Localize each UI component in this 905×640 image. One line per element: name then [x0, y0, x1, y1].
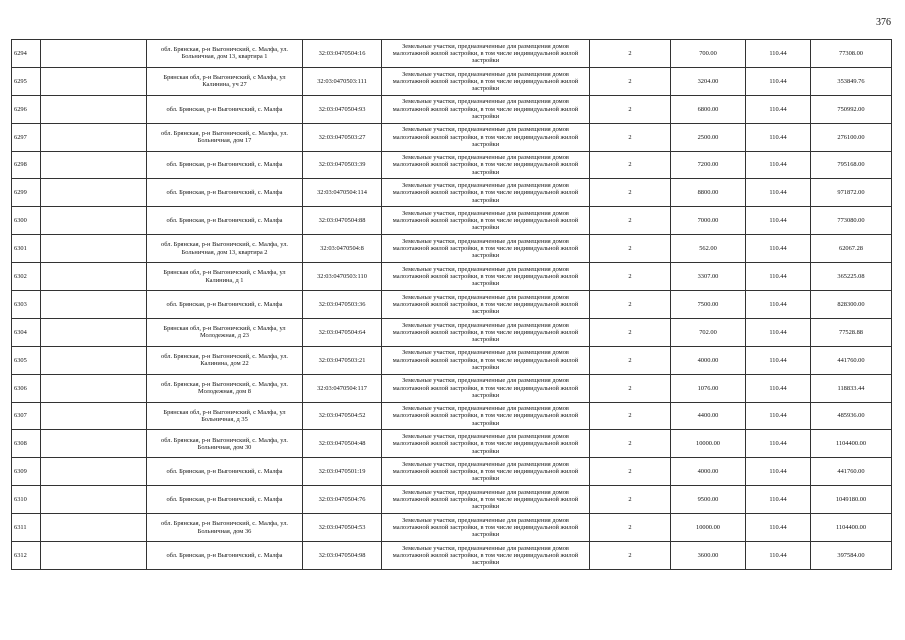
address-cell: обл. Брянская, р-н Выгоничский, с. Малфа, ул. Больничная, дом 13, квартира 1 — [147, 40, 303, 68]
group-cell: 2 — [590, 235, 671, 263]
land-category-cell: Земельные участки, предназначенные для размещения домов малоэтажной жилой застройки, в том числе индивидуальной жилой застройки — [382, 514, 590, 542]
row-number-cell: 6301 — [12, 235, 41, 263]
area-cell: 4000.00 — [671, 458, 746, 486]
spacer-cell — [41, 486, 147, 514]
cadastral-value-cell: 118833.44 — [811, 374, 892, 402]
group-cell: 2 — [590, 346, 671, 374]
land-category-cell: Земельные участки, предназначенные для размещения домов малоэтажной жилой застройки, в том числе индивидуальной жилой застройки — [382, 263, 590, 291]
area-cell: 10000.00 — [671, 514, 746, 542]
address-cell: обл. Брянская, р-н Выгоничский, с. Малфа — [147, 179, 303, 207]
table-row — [12, 514, 892, 542]
table-body — [12, 40, 892, 570]
spacer-cell — [41, 95, 147, 123]
group-cell: 2 — [590, 291, 671, 319]
cadastral-value-cell: 441760.00 — [811, 458, 892, 486]
land-category-cell: Земельные участки, предназначенные для размещения домов малоэтажной жилой застройки, в том числе индивидуальной жилой застройки — [382, 151, 590, 179]
spacer-cell — [41, 67, 147, 95]
cadastral-number-cell: 32:03:0470504:52 — [303, 402, 382, 430]
cadastral-number-cell: 32:03:0470503:111 — [303, 67, 382, 95]
group-cell: 2 — [590, 40, 671, 68]
specific-value-cell: 110.44 — [746, 402, 811, 430]
row-number-cell: 6305 — [12, 346, 41, 374]
row-number-cell: 6312 — [12, 542, 41, 570]
cadastral-value-cell: 77528.88 — [811, 318, 892, 346]
cadastral-number-cell: 32:03:0470504:16 — [303, 40, 382, 68]
address-cell: обл. Брянская, р-н Выгоничский, с. Малфа — [147, 486, 303, 514]
table-row — [12, 235, 892, 263]
specific-value-cell: 110.44 — [746, 374, 811, 402]
area-cell: 6800.00 — [671, 95, 746, 123]
specific-value-cell: 110.44 — [746, 40, 811, 68]
table-row — [12, 95, 892, 123]
group-cell: 2 — [590, 179, 671, 207]
spacer-cell — [41, 318, 147, 346]
specific-value-cell: 110.44 — [746, 458, 811, 486]
specific-value-cell: 110.44 — [746, 542, 811, 570]
area-cell: 7500.00 — [671, 291, 746, 319]
group-cell: 2 — [590, 458, 671, 486]
table-row — [12, 151, 892, 179]
land-category-cell: Земельные участки, предназначенные для размещения домов малоэтажной жилой застройки, в том числе индивидуальной жилой застройки — [382, 207, 590, 235]
cadastral-number-cell: 32:03:0470504:8 — [303, 235, 382, 263]
specific-value-cell: 110.44 — [746, 151, 811, 179]
address-cell: Брянская обл, р-н Выгоничский, с Малфа, ул Калинина, д 1 — [147, 263, 303, 291]
row-number-cell: 6307 — [12, 402, 41, 430]
spacer-cell — [41, 374, 147, 402]
table-row — [12, 402, 892, 430]
spacer-cell — [41, 458, 147, 486]
table-row — [12, 458, 892, 486]
table-row — [12, 40, 892, 68]
spacer-cell — [41, 542, 147, 570]
cadastral-value-cell: 750992.00 — [811, 95, 892, 123]
spacer-cell — [41, 40, 147, 68]
row-number-cell: 6302 — [12, 263, 41, 291]
group-cell: 2 — [590, 95, 671, 123]
land-category-cell: Земельные участки, предназначенные для размещения домов малоэтажной жилой застройки, в том числе индивидуальной жилой застройки — [382, 179, 590, 207]
area-cell: 4000.00 — [671, 346, 746, 374]
area-cell: 3307.00 — [671, 263, 746, 291]
row-number-cell: 6299 — [12, 179, 41, 207]
address-cell: обл. Брянская, р-н Выгоничский, с. Малфа — [147, 458, 303, 486]
group-cell: 2 — [590, 542, 671, 570]
cadastral-number-cell: 32:03:0470504:117 — [303, 374, 382, 402]
address-cell: обл. Брянская, р-н Выгоничский, с. Малфа, ул. Молодежная, дом 8 — [147, 374, 303, 402]
row-number-cell: 6298 — [12, 151, 41, 179]
land-category-cell: Земельные участки, предназначенные для размещения домов малоэтажной жилой застройки, в том числе индивидуальной жилой застройки — [382, 346, 590, 374]
spacer-cell — [41, 207, 147, 235]
cadastral-value-cell: 1104400.00 — [811, 430, 892, 458]
spacer-cell — [41, 346, 147, 374]
table-row — [12, 123, 892, 151]
cadastral-number-cell: 32:03:0470504:64 — [303, 318, 382, 346]
area-cell: 700.00 — [671, 40, 746, 68]
cadastral-number-cell: 32:03:0470504:76 — [303, 486, 382, 514]
specific-value-cell: 110.44 — [746, 235, 811, 263]
specific-value-cell: 110.44 — [746, 123, 811, 151]
address-cell: обл. Брянская, р-н Выгоничский, с. Малфа, ул. Больничная, дом 17 — [147, 123, 303, 151]
group-cell: 2 — [590, 67, 671, 95]
group-cell: 2 — [590, 374, 671, 402]
spacer-cell — [41, 291, 147, 319]
table-row — [12, 179, 892, 207]
specific-value-cell: 110.44 — [746, 179, 811, 207]
cadastral-value-table — [11, 39, 892, 570]
address-cell: обл. Брянская, р-н Выгоничский, с. Малфа, ул. Больничная, дом 36 — [147, 514, 303, 542]
area-cell: 3600.00 — [671, 542, 746, 570]
land-category-cell: Земельные участки, предназначенные для размещения домов малоэтажной жилой застройки, в том числе индивидуальной жилой застройки — [382, 374, 590, 402]
land-category-cell: Земельные участки, предназначенные для размещения домов малоэтажной жилой застройки, в том числе индивидуальной жилой застройки — [382, 486, 590, 514]
row-number-cell: 6308 — [12, 430, 41, 458]
cadastral-value-cell: 441760.00 — [811, 346, 892, 374]
group-cell: 2 — [590, 514, 671, 542]
row-number-cell: 6310 — [12, 486, 41, 514]
group-cell: 2 — [590, 430, 671, 458]
specific-value-cell: 110.44 — [746, 430, 811, 458]
cadastral-number-cell: 32:03:0470504:53 — [303, 514, 382, 542]
address-cell: обл. Брянская, р-н Выгоничский, с. Малфа — [147, 291, 303, 319]
cadastral-number-cell: 32:03:0470503:39 — [303, 151, 382, 179]
address-cell: обл. Брянская, р-н Выгоничский, с. Малфа — [147, 542, 303, 570]
row-number-cell: 6311 — [12, 514, 41, 542]
area-cell: 7000.00 — [671, 207, 746, 235]
row-number-cell: 6304 — [12, 318, 41, 346]
specific-value-cell: 110.44 — [746, 291, 811, 319]
specific-value-cell: 110.44 — [746, 318, 811, 346]
area-cell: 10000.00 — [671, 430, 746, 458]
cadastral-value-cell: 828300.00 — [811, 291, 892, 319]
land-category-cell: Земельные участки, предназначенные для размещения домов малоэтажной жилой застройки, в том числе индивидуальной жилой застройки — [382, 67, 590, 95]
address-cell: обл. Брянская, р-н Выгоничский, с. Малфа, ул. Больничная, дом 30 — [147, 430, 303, 458]
row-number-cell: 6297 — [12, 123, 41, 151]
specific-value-cell: 110.44 — [746, 207, 811, 235]
area-cell: 8800.00 — [671, 179, 746, 207]
land-category-cell: Земельные участки, предназначенные для размещения домов малоэтажной жилой застройки, в том числе индивидуальной жилой застройки — [382, 458, 590, 486]
cadastral-value-cell: 397584.00 — [811, 542, 892, 570]
area-cell: 7200.00 — [671, 151, 746, 179]
table-row — [12, 486, 892, 514]
area-cell: 562.00 — [671, 235, 746, 263]
table-row — [12, 374, 892, 402]
spacer-cell — [41, 151, 147, 179]
table-row — [12, 542, 892, 570]
spacer-cell — [41, 235, 147, 263]
table-row — [12, 430, 892, 458]
area-cell: 9500.00 — [671, 486, 746, 514]
specific-value-cell: 110.44 — [746, 67, 811, 95]
row-number-cell: 6294 — [12, 40, 41, 68]
area-cell: 2500.00 — [671, 123, 746, 151]
land-category-cell: Земельные участки, предназначенные для размещения домов малоэтажной жилой застройки, в том числе индивидуальной жилой застройки — [382, 430, 590, 458]
row-number-cell: 6300 — [12, 207, 41, 235]
cadastral-value-cell: 485936.00 — [811, 402, 892, 430]
land-category-cell: Земельные участки, предназначенные для размещения домов малоэтажной жилой застройки, в том числе индивидуальной жилой застройки — [382, 291, 590, 319]
table-row — [12, 263, 892, 291]
address-cell: Брянская обл, р-н Выгоничский, с Малфа, ул Калинина, уч 27 — [147, 67, 303, 95]
cadastral-number-cell: 32:03:0470501:19 — [303, 458, 382, 486]
area-cell: 702.00 — [671, 318, 746, 346]
table-row — [12, 346, 892, 374]
specific-value-cell: 110.44 — [746, 263, 811, 291]
row-number-cell: 6296 — [12, 95, 41, 123]
cadastral-number-cell: 32:03:0470503:27 — [303, 123, 382, 151]
cadastral-number-cell: 32:03:0470504:114 — [303, 179, 382, 207]
area-cell: 3204.00 — [671, 67, 746, 95]
table-row — [12, 318, 892, 346]
area-cell: 1076.00 — [671, 374, 746, 402]
land-category-cell: Земельные участки, предназначенные для размещения домов малоэтажной жилой застройки, в том числе индивидуальной жилой застройки — [382, 318, 590, 346]
cadastral-value-cell: 971872.00 — [811, 179, 892, 207]
address-cell: обл. Брянская, р-н Выгоничский, с. Малфа, ул. Калинина, дом 22 — [147, 346, 303, 374]
spacer-cell — [41, 430, 147, 458]
land-category-cell: Земельные участки, предназначенные для размещения домов малоэтажной жилой застройки, в том числе индивидуальной жилой застройки — [382, 95, 590, 123]
row-number-cell: 6295 — [12, 67, 41, 95]
cadastral-number-cell: 32:03:0470503:21 — [303, 346, 382, 374]
land-category-cell: Земельные участки, предназначенные для размещения домов малоэтажной жилой застройки, в том числе индивидуальной жилой застройки — [382, 542, 590, 570]
cadastral-value-cell: 1104400.00 — [811, 514, 892, 542]
cadastral-value-cell: 773080.00 — [811, 207, 892, 235]
land-category-cell: Земельные участки, предназначенные для размещения домов малоэтажной жилой застройки, в том числе индивидуальной жилой застройки — [382, 235, 590, 263]
cadastral-value-cell: 1049180.00 — [811, 486, 892, 514]
spacer-cell — [41, 123, 147, 151]
cadastral-number-cell: 32:03:0470504:88 — [303, 207, 382, 235]
cadastral-number-cell: 32:03:0470503:36 — [303, 291, 382, 319]
spacer-cell — [41, 514, 147, 542]
page-number: 376 — [876, 17, 891, 28]
table-row — [12, 291, 892, 319]
spacer-cell — [41, 402, 147, 430]
cadastral-value-cell: 62067.28 — [811, 235, 892, 263]
row-number-cell: 6303 — [12, 291, 41, 319]
cadastral-number-cell: 32:03:0470503:110 — [303, 263, 382, 291]
land-category-cell: Земельные участки, предназначенные для размещения домов малоэтажной жилой застройки, в том числе индивидуальной жилой застройки — [382, 123, 590, 151]
spacer-cell — [41, 263, 147, 291]
group-cell: 2 — [590, 263, 671, 291]
group-cell: 2 — [590, 318, 671, 346]
address-cell: обл. Брянская, р-н Выгоничский, с. Малфа — [147, 207, 303, 235]
row-number-cell: 6309 — [12, 458, 41, 486]
group-cell: 2 — [590, 486, 671, 514]
cadastral-value-cell: 795168.00 — [811, 151, 892, 179]
address-cell: обл. Брянская, р-н Выгоничский, с. Малфа, ул. Больничная, дом 13, квартира 2 — [147, 235, 303, 263]
group-cell: 2 — [590, 207, 671, 235]
cadastral-value-cell: 77308.00 — [811, 40, 892, 68]
cadastral-value-cell: 276100.00 — [811, 123, 892, 151]
cadastral-value-cell: 353849.76 — [811, 67, 892, 95]
address-cell: Брянская обл, р-н Выгоничский, с Малфа, ул Молодежная, д 23 — [147, 318, 303, 346]
table-row — [12, 207, 892, 235]
address-cell: обл. Брянская, р-н Выгоничский, с. Малфа — [147, 95, 303, 123]
group-cell: 2 — [590, 123, 671, 151]
area-cell: 4400.00 — [671, 402, 746, 430]
specific-value-cell: 110.44 — [746, 346, 811, 374]
group-cell: 2 — [590, 402, 671, 430]
land-category-cell: Земельные участки, предназначенные для размещения домов малоэтажной жилой застройки, в том числе индивидуальной жилой застройки — [382, 40, 590, 68]
group-cell: 2 — [590, 151, 671, 179]
specific-value-cell: 110.44 — [746, 486, 811, 514]
specific-value-cell: 110.44 — [746, 514, 811, 542]
cadastral-number-cell: 32:03:0470504:98 — [303, 542, 382, 570]
row-number-cell: 6306 — [12, 374, 41, 402]
spacer-cell — [41, 179, 147, 207]
specific-value-cell: 110.44 — [746, 95, 811, 123]
cadastral-number-cell: 32:03:0470504:93 — [303, 95, 382, 123]
cadastral-value-cell: 365225.08 — [811, 263, 892, 291]
land-category-cell: Земельные участки, предназначенные для размещения домов малоэтажной жилой застройки, в том числе индивидуальной жилой застройки — [382, 402, 590, 430]
address-cell: обл. Брянская, р-н Выгоничский, с. Малфа — [147, 151, 303, 179]
cadastral-number-cell: 32:03:0470504:48 — [303, 430, 382, 458]
address-cell: Брянская обл, р-н Выгоничский, с Малфа, ул Больничная, д 35 — [147, 402, 303, 430]
table-row — [12, 67, 892, 95]
